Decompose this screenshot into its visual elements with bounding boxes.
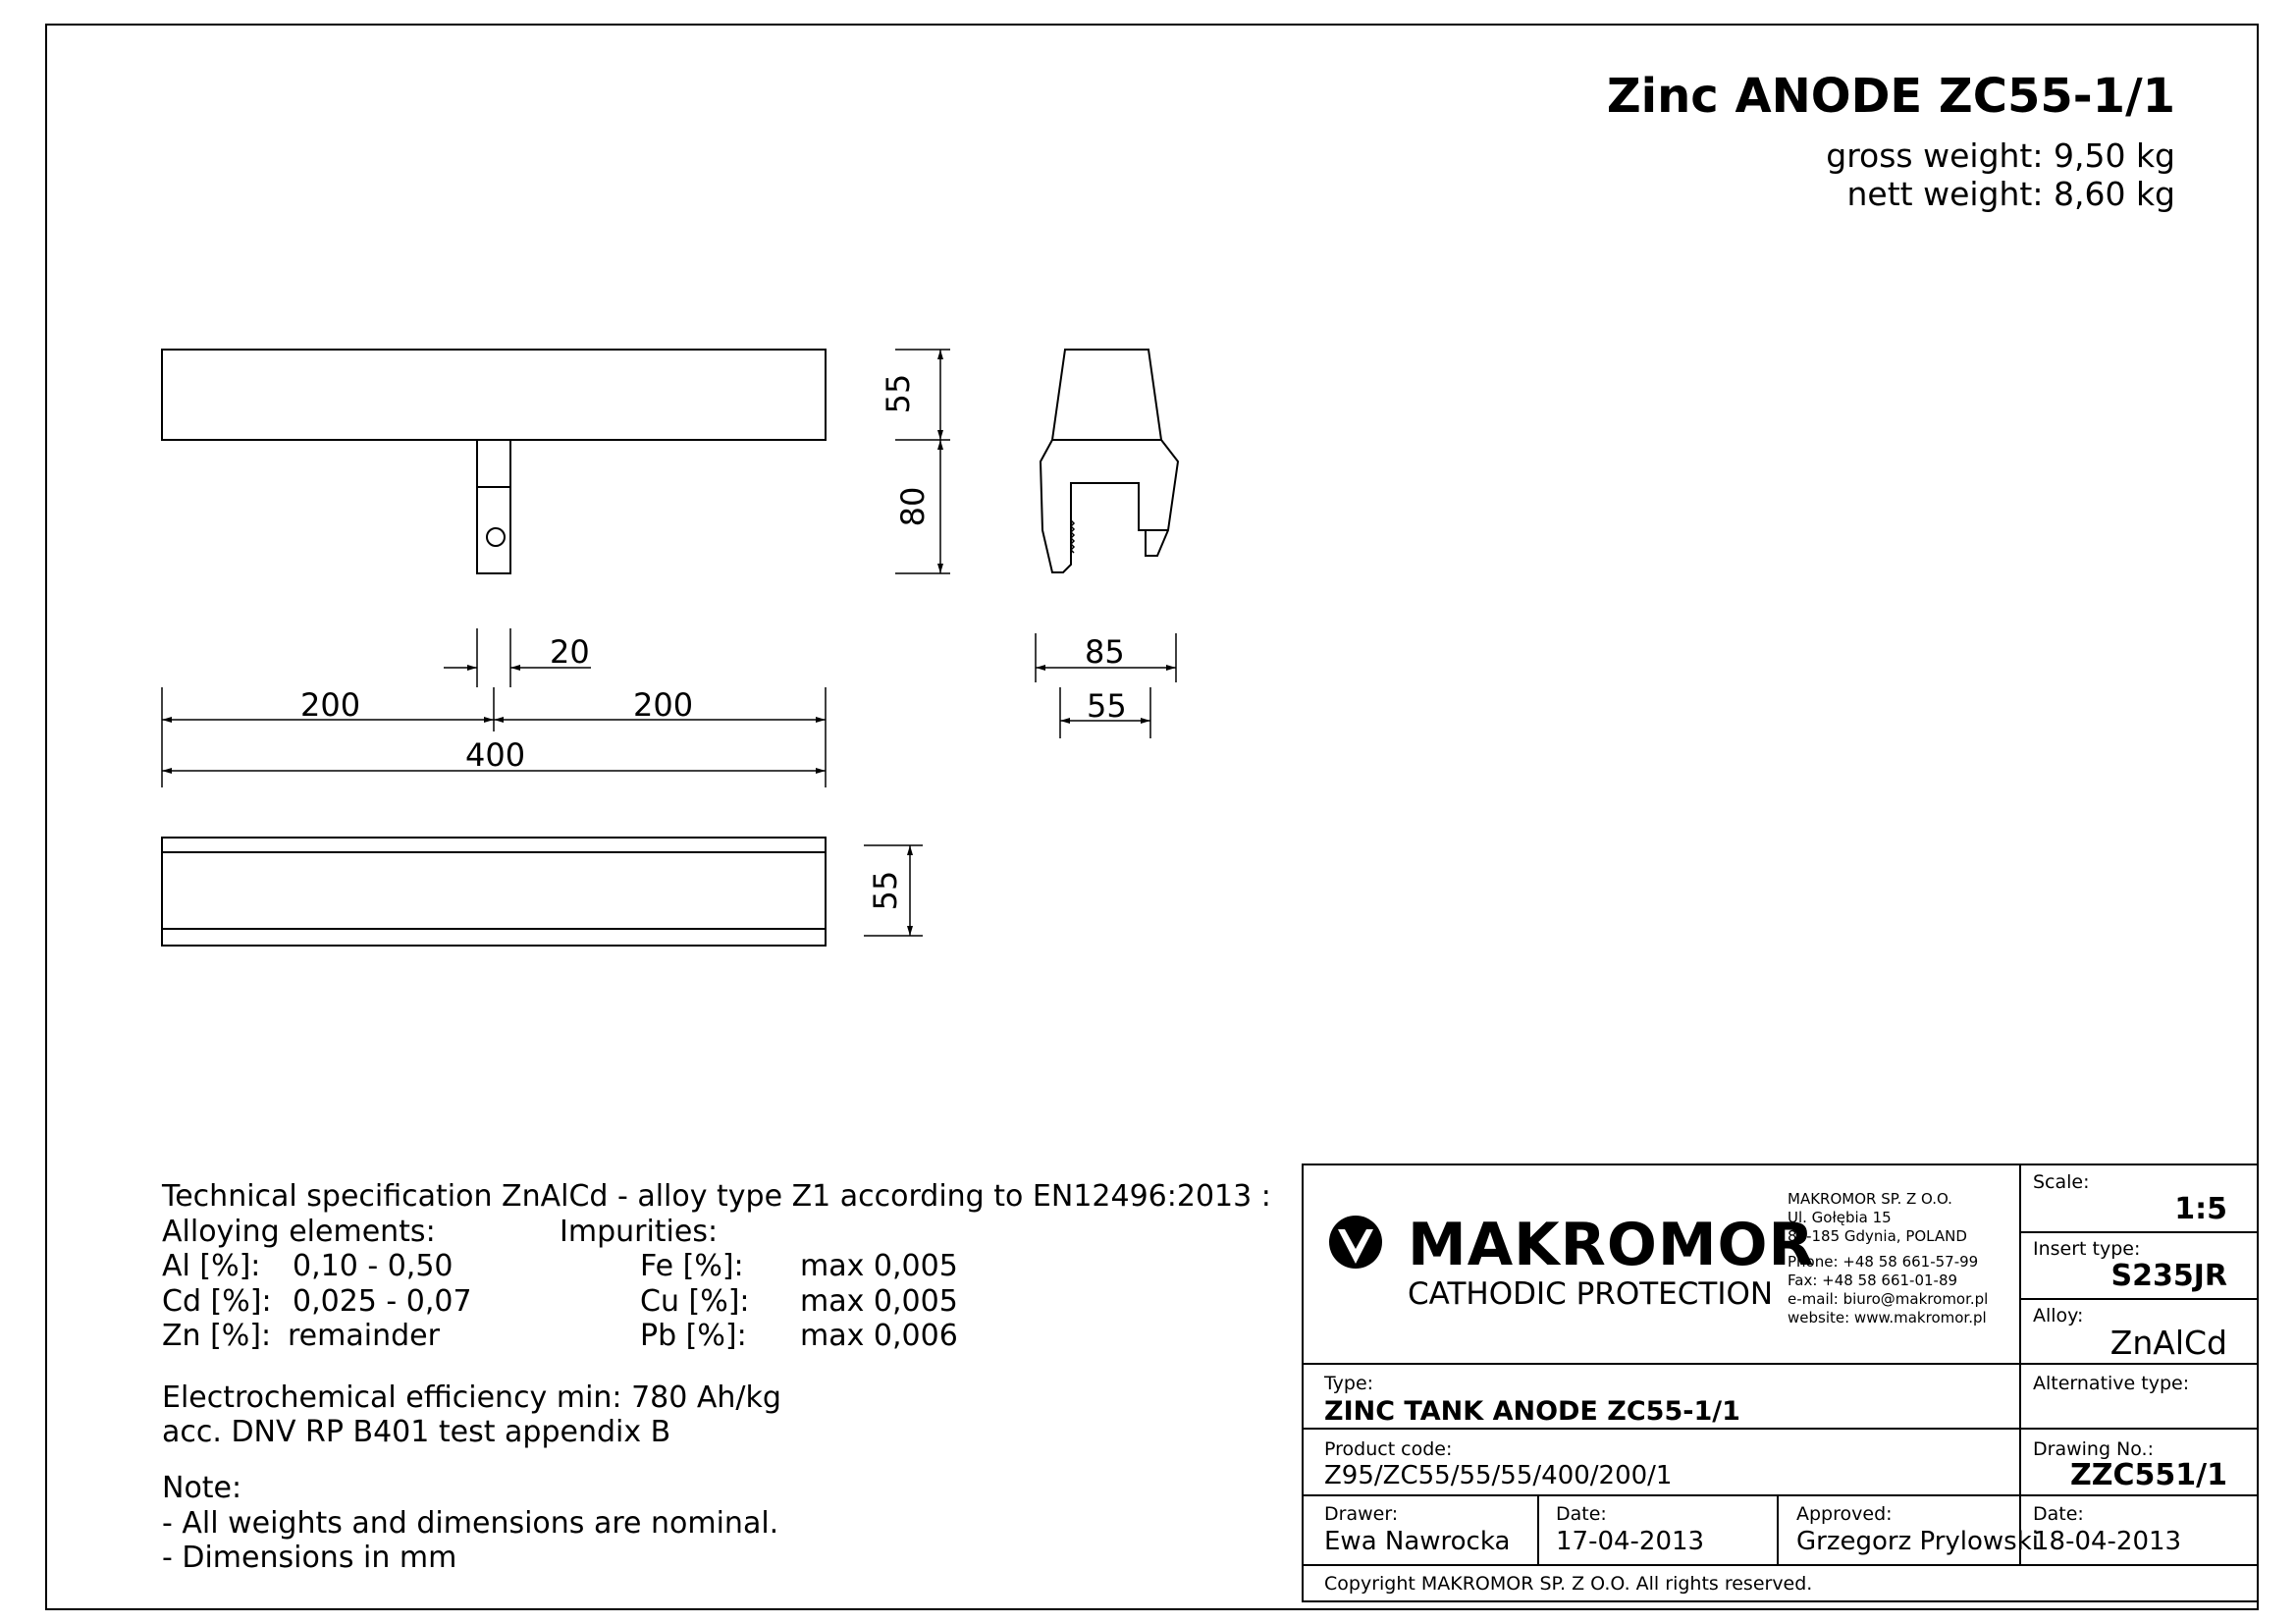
alloy-zn-value: remainder bbox=[288, 1319, 440, 1353]
scale-label: Scale: bbox=[2033, 1171, 2090, 1193]
address-line: Ul. Gołębia 15 bbox=[1788, 1208, 1892, 1226]
copyright: Copyright MAKROMOR SP. Z O.O. All rights reserved. bbox=[1324, 1573, 1813, 1595]
document-title: Zinc ANODE ZC55-1/1 bbox=[1606, 69, 2175, 124]
insert-type-label: Insert type: bbox=[2033, 1238, 2141, 1260]
dim-half-right: 200 bbox=[633, 686, 694, 724]
bottom-view bbox=[162, 838, 923, 946]
approved-value: Grzegorz Prylowski bbox=[1796, 1527, 2040, 1556]
date-drawn-value: 17-04-2013 bbox=[1556, 1527, 1705, 1556]
alloy-al-label: Al [%]: bbox=[162, 1249, 261, 1283]
date-approved-label: Date: bbox=[2033, 1503, 2084, 1525]
product-code-label: Product code: bbox=[1324, 1438, 1453, 1460]
drawing-number-value: ZZC551/1 bbox=[2070, 1458, 2227, 1492]
drawing-number-label: Drawing No.: bbox=[2033, 1438, 2154, 1460]
dim-top-height: 55 bbox=[880, 373, 917, 414]
side-view bbox=[1036, 350, 1178, 738]
alloy-label: Alloy: bbox=[2033, 1305, 2084, 1326]
insert-type-value: S235JR bbox=[2110, 1259, 2227, 1293]
type-label: Type: bbox=[1324, 1373, 1374, 1394]
nett-weight: nett weight: 8,60 kg bbox=[1846, 175, 2175, 213]
efficiency-line-2: acc. DNV RP B401 test appendix B bbox=[162, 1415, 671, 1449]
type-value: ZINC TANK ANODE ZC55-1/1 bbox=[1324, 1396, 1740, 1427]
alloy-value: ZnAlCd bbox=[2109, 1324, 2227, 1362]
alternative-type-label: Alternative type: bbox=[2033, 1373, 2190, 1394]
front-view bbox=[162, 350, 950, 787]
date-approved-value: 18-04-2013 bbox=[2033, 1527, 2182, 1556]
alloying-label: Alloying elements: bbox=[162, 1215, 436, 1249]
address-line: MAKROMOR SP. Z O.O. bbox=[1788, 1190, 1952, 1208]
address-line: website: www.makromor.pl bbox=[1788, 1308, 1987, 1326]
alloy-cd-label: Cd [%]: bbox=[162, 1284, 272, 1319]
impurity-cu-label: Cu [%]: bbox=[640, 1284, 750, 1319]
impurity-pb-label: Pb [%]: bbox=[640, 1319, 747, 1353]
dim-stem-width: 20 bbox=[550, 633, 590, 671]
note-title: Note: bbox=[162, 1471, 242, 1505]
address-line: Fax: +48 58 661-01-89 bbox=[1788, 1272, 1958, 1289]
alloy-cd-value: 0,025 - 0,07 bbox=[293, 1284, 472, 1319]
impurity-pb-value: max 0,006 bbox=[800, 1319, 958, 1353]
dim-stem-height: 80 bbox=[894, 486, 932, 527]
note-line-1: - All weights and dimensions are nominal. bbox=[162, 1506, 779, 1541]
alloy-al-value: 0,10 - 0,50 bbox=[293, 1249, 454, 1283]
address-line: e-mail: biuro@makromor.pl bbox=[1788, 1289, 1989, 1308]
drawer-value: Ewa Nawrocka bbox=[1324, 1527, 1511, 1556]
spec-heading: Technical specification ZnAlCd - alloy type Z1 according to EN12496:2013 : bbox=[162, 1179, 1271, 1214]
drawer-label: Drawer: bbox=[1324, 1503, 1399, 1525]
impurities-label: Impurities: bbox=[560, 1215, 719, 1249]
scale-value: 1:5 bbox=[2174, 1192, 2227, 1226]
makromor-logo-icon bbox=[1329, 1216, 1382, 1269]
company-name: MAKROMOR bbox=[1408, 1211, 1815, 1279]
dim-bottom-height: 55 bbox=[867, 870, 904, 911]
impurity-fe-value: max 0,005 bbox=[800, 1249, 958, 1283]
efficiency-line-1: Electrochemical efficiency min: 780 Ah/kg bbox=[162, 1380, 781, 1415]
dim-side-inner: 55 bbox=[1087, 687, 1127, 725]
note-line-2: - Dimensions in mm bbox=[162, 1541, 457, 1575]
company-subtitle: CATHODIC PROTECTION bbox=[1408, 1276, 1774, 1312]
company-address bbox=[1788, 1190, 1988, 1326]
dim-total-length: 400 bbox=[465, 736, 526, 774]
product-code-value: Z95/ZC55/55/55/400/200/1 bbox=[1324, 1461, 1673, 1490]
dim-side-width: 85 bbox=[1085, 633, 1125, 671]
sheet-border bbox=[46, 25, 2258, 1609]
alloy-zn-label: Zn [%]: bbox=[162, 1319, 272, 1353]
dim-half-left: 200 bbox=[300, 686, 361, 724]
approved-label: Approved: bbox=[1796, 1503, 1893, 1525]
address-line: Phone: +48 58 661-57-99 bbox=[1788, 1253, 1979, 1272]
impurity-fe-label: Fe [%]: bbox=[640, 1249, 744, 1283]
gross-weight: gross weight: 9,50 kg bbox=[1826, 136, 2175, 175]
address-line bbox=[1788, 1245, 1988, 1253]
impurity-cu-value: max 0,005 bbox=[800, 1284, 958, 1319]
date-drawn-label: Date: bbox=[1556, 1503, 1607, 1525]
address-line: 81-185 Gdynia, POLAND bbox=[1788, 1226, 1967, 1245]
